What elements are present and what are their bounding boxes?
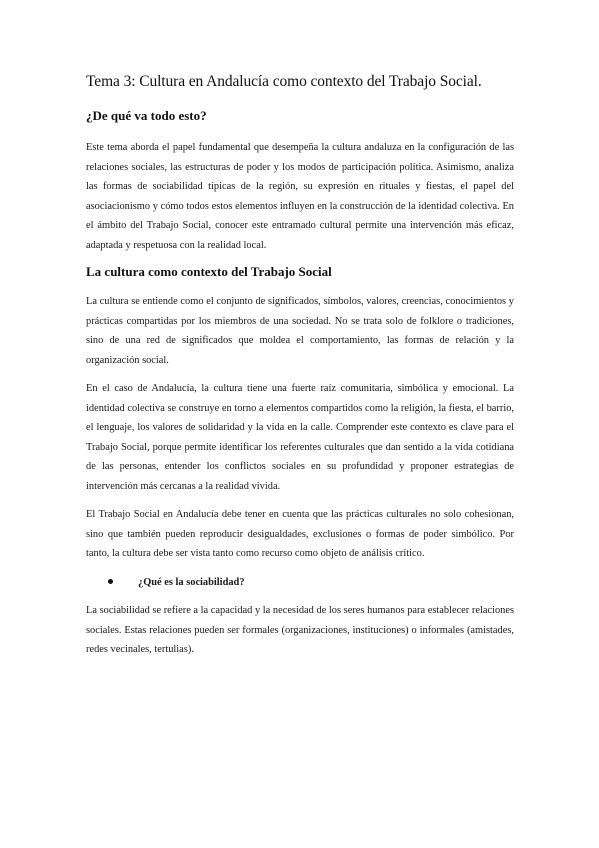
document-body [86,72,514,669]
section-heading-intro: ¿De qué va todo esto? [86,108,207,123]
paragraph-culture-definition: La cultura se entiende como el conjunto de significados, símbolos, valores, creencias, conocimientos y prácticas compartidas por los miembros de una sociedad. No se trata solo de folklore o tradiciones, sino de una red de significados que moldea el comportamiento, las formas de relación y la organización social. [86,296,514,366]
bullet-item-sociability [86,573,514,593]
bullet-label: ¿Qué es la sociabilidad? [138,576,245,588]
paragraph-intro: Este tema aborda el papel fundamental que desempeña la cultura andaluza en la configuración de las relaciones sociales, las estructuras de poder y los modos de participación política. Asimismo, analiza las formas de sociabilidad típicas de la región, su expresión en rituales y fiestas, el papel del asociacionismo y cómo todos estos elementos influyen en la construcción de la identidad colectiva. En el ámbito del Trabajo Social, conocer este entramado cultural permite una intervención más eficaz, adaptada y respetuosa con la realidad local. [86,142,514,251]
bullet-icon [108,579,113,584]
document-title: Tema 3: Cultura en Andalucía como contexto del Trabajo Social. [86,73,482,90]
paragraph-social-work: El Trabajo Social en Andalucía debe tener en cuenta que las prácticas culturales no solo cohesionan, sino que también pueden reproducir desigualdades, exclusiones o formas de poder simbólico. Por tanto, la cultura debe ser vista tanto como recurso como objeto de análisis crítico. [86,509,514,559]
paragraph-andalusia-culture: En el caso de Andalucía, la cultura tiene una fuerte raíz comunitaria, simbólica y emocional. La identidad colectiva se construye en torno a elementos compartidos como la religión, la fiesta, el barrio, el lenguaje, los valores de solidaridad y la vida en la calle. Comprender este contexto es clave para el Trabajo Social, porque permite identificar los referentes culturales que dan sentido a la vida cotidiana de las personas, entender los conflictos sociales en su profundidad y proponer estrategias de intervención más cercanas a la realidad vivida. [86,383,514,492]
paragraph-sociability: La sociabilidad se refiere a la capacidad y la necesidad de los seres humanos para establecer relaciones sociales. Estas relaciones pueden ser formales (organizaciones, instituciones) o informales (amistades, redes vecinales, tertulias). [86,605,514,655]
section-heading-culture: La cultura como contexto del Trabajo Social [86,264,332,279]
